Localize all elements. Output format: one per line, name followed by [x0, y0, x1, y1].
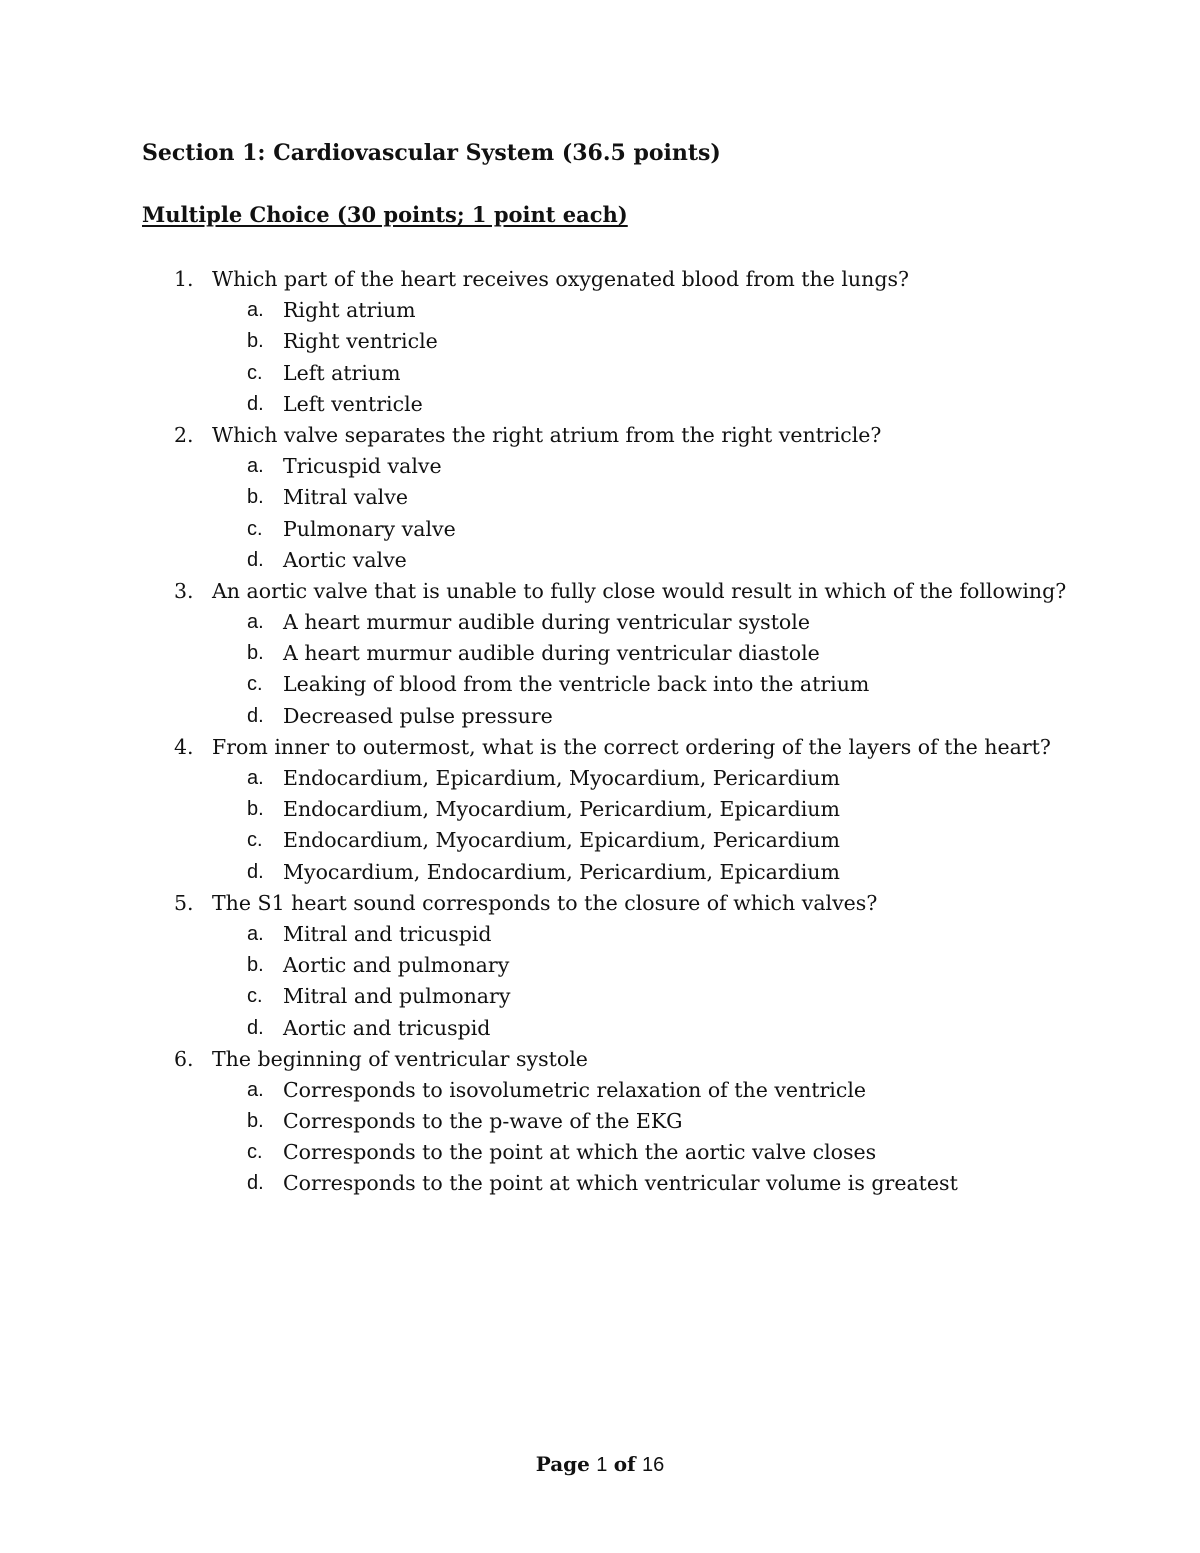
option-4c	[0, 825, 1200, 856]
question-text: Which part of the heart receives oxygenated blood from the lungs?	[212, 267, 909, 291]
question-number: 4.	[174, 734, 194, 759]
option-text: Leaking of blood from the ventricle back into the atrium	[283, 672, 870, 697]
current-page-number: 1	[596, 1454, 608, 1476]
option-letter: c.	[247, 829, 263, 852]
option-letter: a.	[247, 767, 264, 789]
question-list	[0, 264, 1200, 1200]
option-text: Mitral and pulmonary	[283, 984, 511, 1009]
question-text: Which valve separates the right atrium from the right ventricle?	[212, 422, 882, 447]
question-text: An aortic valve that is unable to fully close would result in which of the following?	[212, 578, 1067, 603]
question-4	[0, 732, 1200, 763]
option-text: Decreased pulse pressure	[283, 703, 553, 728]
question-2	[0, 420, 1200, 451]
question-number: 1.	[174, 267, 194, 291]
page-label: Page	[535, 1452, 590, 1476]
option-letter: d.	[247, 704, 264, 727]
option-text: Mitral valve	[283, 485, 408, 510]
option-4a	[0, 763, 1200, 794]
option-text: Aortic valve	[283, 547, 407, 572]
option-text: A heart murmur audible during ventricular diastole	[283, 641, 820, 666]
option-6a	[0, 1075, 1200, 1106]
option-text: Endocardium, Myocardium, Epicardium, Pericardium	[283, 828, 840, 853]
option-letter: a.	[247, 922, 264, 945]
option-3c	[0, 669, 1200, 700]
option-letter: b.	[247, 330, 264, 353]
option-text: Aortic and tricuspid	[283, 1015, 491, 1040]
option-letter: d.	[247, 860, 264, 883]
option-6b	[0, 1106, 1200, 1137]
option-5d	[0, 1013, 1200, 1044]
option-text: Right atrium	[283, 298, 416, 323]
option-text: Pulmonary valve	[283, 516, 456, 541]
option-text: Corresponds to the point at which the aortic valve closes	[283, 1140, 877, 1165]
question-text: From inner to outermost, what is the correct ordering of the layers of the heart?	[212, 734, 1051, 759]
option-1c	[0, 358, 1200, 389]
option-1a	[0, 295, 1200, 326]
option-6c	[0, 1137, 1200, 1168]
option-5c	[0, 981, 1200, 1012]
option-2a	[0, 451, 1200, 482]
option-2d	[0, 545, 1200, 576]
option-2b	[0, 482, 1200, 513]
option-text: Aortic and pulmonary	[283, 953, 510, 978]
option-letter: d.	[247, 1172, 264, 1195]
option-letter: c.	[247, 361, 263, 384]
option-text: Tricuspid valve	[283, 454, 442, 479]
option-letter: c.	[247, 985, 263, 1008]
option-4b	[0, 794, 1200, 825]
question-text: The beginning of ventricular systole	[212, 1046, 588, 1071]
question-text: The S1 heart sound corresponds to the closure of which valves?	[212, 890, 878, 915]
option-letter: b.	[247, 1110, 264, 1133]
of-label: of	[613, 1452, 636, 1476]
option-4d	[0, 857, 1200, 888]
page-footer	[0, 1452, 1200, 1477]
option-letter: a.	[247, 1078, 264, 1101]
question-number: 6.	[174, 1046, 194, 1071]
section-title: Section 1: Cardiovascular System (36.5 points)	[142, 140, 721, 166]
option-letter: b.	[247, 798, 264, 821]
total-page-count: 16	[642, 1454, 665, 1476]
option-text: Corresponds to the p-wave of the EKG	[283, 1109, 683, 1134]
option-6d	[0, 1168, 1200, 1199]
option-text: Left ventricle	[283, 391, 423, 416]
option-letter: d.	[247, 1016, 264, 1039]
question-number: 5.	[174, 890, 194, 915]
option-text: Left atrium	[283, 360, 401, 385]
option-2c	[0, 514, 1200, 545]
option-text: Mitral and tricuspid	[283, 921, 492, 946]
option-letter: b.	[247, 486, 264, 509]
option-text: Myocardium, Endocardium, Pericardium, Epicardium	[283, 859, 840, 884]
option-3d	[0, 701, 1200, 732]
option-1b	[0, 326, 1200, 357]
option-letter: a.	[247, 455, 264, 478]
subsection-title: Multiple Choice (30 points; 1 point each)	[142, 202, 628, 227]
option-text: Right ventricle	[283, 329, 438, 354]
option-letter: b.	[247, 954, 264, 977]
question-number: 3.	[174, 578, 194, 603]
option-3a	[0, 607, 1200, 638]
option-1d	[0, 389, 1200, 420]
question-number: 2.	[174, 422, 194, 447]
option-letter: d.	[247, 392, 264, 415]
option-5a	[0, 919, 1200, 950]
option-text: Corresponds to the point at which ventricular volume is greatest	[283, 1171, 958, 1196]
option-letter: c.	[247, 517, 263, 540]
question-1	[0, 264, 1200, 295]
question-6	[0, 1044, 1200, 1075]
option-5b	[0, 950, 1200, 981]
option-letter: a.	[247, 299, 264, 322]
option-letter: a.	[247, 611, 264, 634]
question-5	[0, 888, 1200, 919]
option-text: A heart murmur audible during ventricular systole	[283, 610, 810, 635]
option-letter: c.	[247, 673, 263, 696]
option-letter: c.	[247, 1141, 263, 1164]
option-text: Corresponds to isovolumetric relaxation of the ventricle	[283, 1077, 867, 1102]
option-text: Endocardium, Myocardium, Pericardium, Epicardium	[283, 797, 840, 822]
option-3b	[0, 638, 1200, 669]
option-letter: d.	[247, 548, 264, 571]
option-text: Endocardium, Epicardium, Myocardium, Pericardium	[283, 766, 840, 790]
option-letter: b.	[247, 642, 264, 665]
question-3	[0, 576, 1200, 607]
